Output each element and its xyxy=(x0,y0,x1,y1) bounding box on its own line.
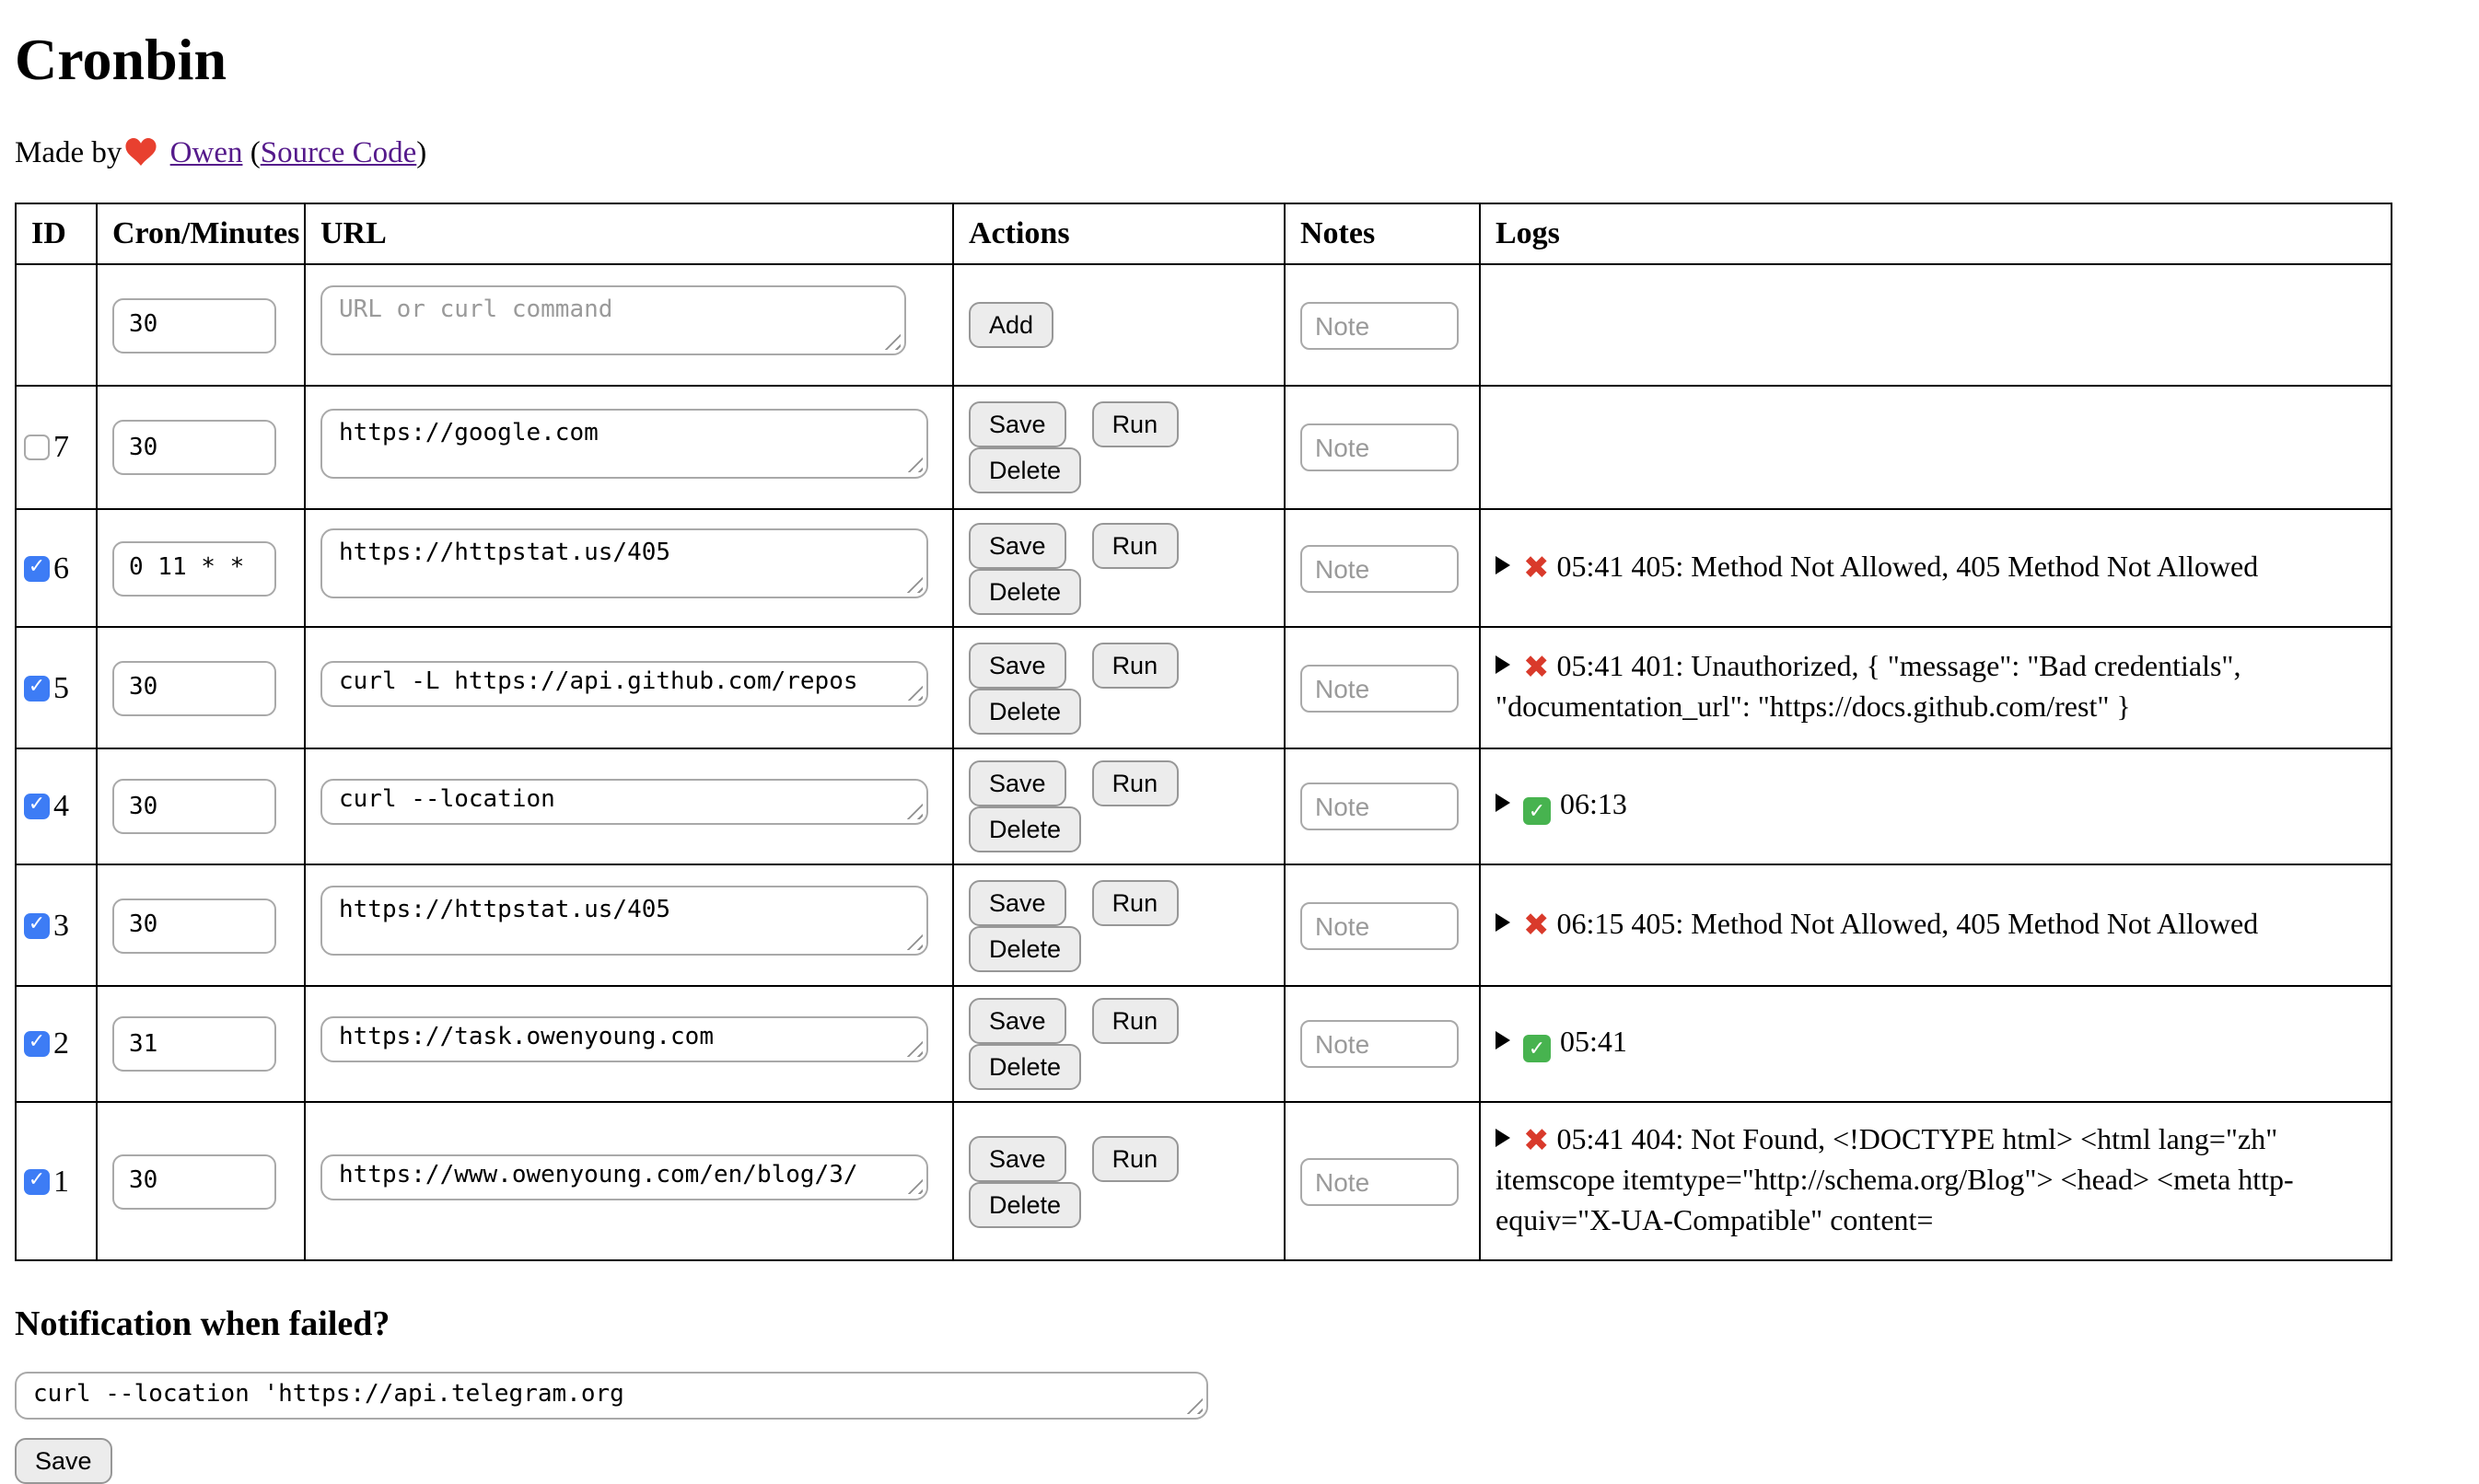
notification-heading: Notification when failed? xyxy=(15,1305,390,1344)
run-button[interactable]: Run xyxy=(1092,1135,1179,1181)
log-expand-toggle[interactable] xyxy=(1496,1128,1510,1146)
header-id: ID xyxy=(16,203,97,264)
log-expand-toggle[interactable] xyxy=(1496,794,1510,812)
note-input[interactable] xyxy=(1300,1020,1459,1068)
note-input[interactable] xyxy=(1300,423,1459,471)
url-textarea[interactable] xyxy=(320,528,928,598)
row-id: 1 xyxy=(53,1163,69,1198)
url-textarea[interactable] xyxy=(320,408,928,478)
row-id: 6 xyxy=(53,550,69,585)
log-text: 05:41 401: Unauthorized, { "message": "Bad credentials", "documentation_url": "https://docs.github.com/rest" } xyxy=(1496,651,2241,723)
log-expand-toggle[interactable] xyxy=(1496,655,1510,673)
header-url: URL xyxy=(305,203,953,264)
note-input[interactable] xyxy=(1300,301,1459,349)
url-textarea[interactable] xyxy=(320,285,906,355)
paren-close: ) xyxy=(416,134,427,169)
header-notes: Notes xyxy=(1285,203,1480,264)
save-button[interactable]: Save xyxy=(969,401,1066,447)
add-button[interactable]: Add xyxy=(969,302,1053,348)
error-icon: ✖ xyxy=(1523,649,1550,686)
add-row xyxy=(16,264,2392,386)
empty-log-cell xyxy=(1480,386,2392,509)
header-logs: Logs xyxy=(1480,203,2392,264)
delete-button[interactable]: Delete xyxy=(969,1044,1081,1090)
error-icon: ✖ xyxy=(1523,1122,1550,1159)
source-code-link[interactable]: Source Code xyxy=(260,134,417,169)
page-title: Cronbin xyxy=(15,26,227,92)
success-icon: ✓ xyxy=(1523,1035,1551,1062)
url-textarea[interactable] xyxy=(320,886,928,956)
paren-open: ( xyxy=(250,134,261,169)
cron-input[interactable] xyxy=(112,779,276,834)
url-textarea[interactable] xyxy=(320,1016,928,1062)
cron-row-2 xyxy=(16,986,2392,1102)
row-checkbox[interactable]: ✓ xyxy=(24,912,50,938)
notification-textarea[interactable] xyxy=(15,1372,1208,1420)
save-button[interactable]: Save xyxy=(969,642,1066,688)
row-id: 4 xyxy=(53,788,69,823)
cron-table xyxy=(15,203,2392,1261)
cron-input[interactable] xyxy=(112,420,276,475)
header-cron: Cron/Minutes xyxy=(97,203,305,264)
cron-input[interactable] xyxy=(112,1016,276,1072)
cron-row-6 xyxy=(16,509,2392,627)
header-actions: Actions xyxy=(953,203,1285,264)
log-expand-toggle[interactable] xyxy=(1496,1031,1510,1049)
error-icon: ✖ xyxy=(1523,550,1550,586)
note-input[interactable] xyxy=(1300,544,1459,592)
heart-icon xyxy=(125,138,157,173)
row-checkbox[interactable]: ✓ xyxy=(24,555,50,581)
row-id: 5 xyxy=(53,669,69,704)
run-button[interactable]: Run xyxy=(1092,879,1179,925)
log-text: 05:41 405: Method Not Allowed, 405 Method Not Allowed xyxy=(1556,551,2259,583)
cron-input[interactable] xyxy=(112,540,276,596)
row-checkbox[interactable]: ✓ xyxy=(24,1031,50,1057)
save-button[interactable]: Save xyxy=(969,522,1066,568)
note-input[interactable] xyxy=(1300,783,1459,830)
log-text: 05:41 xyxy=(1560,1027,1627,1059)
delete-button[interactable]: Delete xyxy=(969,925,1081,971)
url-textarea[interactable] xyxy=(320,779,928,825)
log-expand-toggle[interactable] xyxy=(1496,912,1510,931)
notification-save-button[interactable]: Save xyxy=(15,1438,112,1484)
delete-button[interactable]: Delete xyxy=(969,688,1081,734)
log-text: 05:41 404: Not Found, <!DOCTYPE html> <html lang="zh" itemscope itemtype="http://schema.org/Blog"> <head> <meta http-equiv="X-UA-Compatible" content= xyxy=(1496,1124,2294,1236)
note-input[interactable] xyxy=(1300,664,1459,712)
cron-input[interactable] xyxy=(112,660,276,715)
row-checkbox[interactable]: ✓ xyxy=(24,1168,50,1194)
row-checkbox[interactable] xyxy=(24,435,50,460)
cron-row-5 xyxy=(16,627,2392,748)
author-link[interactable]: Owen xyxy=(169,134,243,169)
empty-id-cell xyxy=(16,264,97,386)
error-icon: ✖ xyxy=(1523,907,1550,944)
cron-row-1 xyxy=(16,1102,2392,1260)
run-button[interactable]: Run xyxy=(1092,760,1179,806)
cron-input[interactable] xyxy=(112,297,276,353)
save-button[interactable]: Save xyxy=(969,879,1066,925)
save-button[interactable]: Save xyxy=(969,760,1066,806)
log-text: 06:13 xyxy=(1560,790,1627,821)
url-textarea[interactable] xyxy=(320,1154,928,1200)
row-id: 7 xyxy=(53,429,69,464)
note-input[interactable] xyxy=(1300,1157,1459,1205)
row-id: 3 xyxy=(53,907,69,942)
run-button[interactable]: Run xyxy=(1092,998,1179,1044)
byline-made-by: Made by xyxy=(15,134,122,169)
log-expand-toggle[interactable] xyxy=(1496,555,1510,574)
cron-input[interactable] xyxy=(112,898,276,953)
log-text: 06:15 405: Method Not Allowed, 405 Method Not Allowed xyxy=(1556,909,2259,940)
row-checkbox[interactable]: ✓ xyxy=(24,675,50,701)
empty-log-cell xyxy=(1480,264,2392,386)
row-checkbox[interactable]: ✓ xyxy=(24,794,50,819)
cron-input[interactable] xyxy=(112,1154,276,1209)
delete-button[interactable]: Delete xyxy=(969,447,1081,493)
cron-row-3 xyxy=(16,864,2392,986)
cron-row-4 xyxy=(16,748,2392,864)
run-button[interactable]: Run xyxy=(1092,642,1179,688)
table-header-row xyxy=(16,203,2392,264)
delete-button[interactable]: Delete xyxy=(969,806,1081,852)
delete-button[interactable]: Delete xyxy=(969,568,1081,614)
save-button[interactable]: Save xyxy=(969,998,1066,1044)
byline xyxy=(15,134,2464,175)
save-button[interactable]: Save xyxy=(969,1135,1066,1181)
row-id: 2 xyxy=(53,1026,69,1061)
url-textarea[interactable] xyxy=(320,660,928,706)
run-button[interactable]: Run xyxy=(1092,522,1179,568)
run-button[interactable]: Run xyxy=(1092,401,1179,447)
delete-button[interactable]: Delete xyxy=(969,1181,1081,1227)
cron-row-7 xyxy=(16,386,2392,509)
note-input[interactable] xyxy=(1300,901,1459,949)
success-icon: ✓ xyxy=(1523,797,1551,825)
